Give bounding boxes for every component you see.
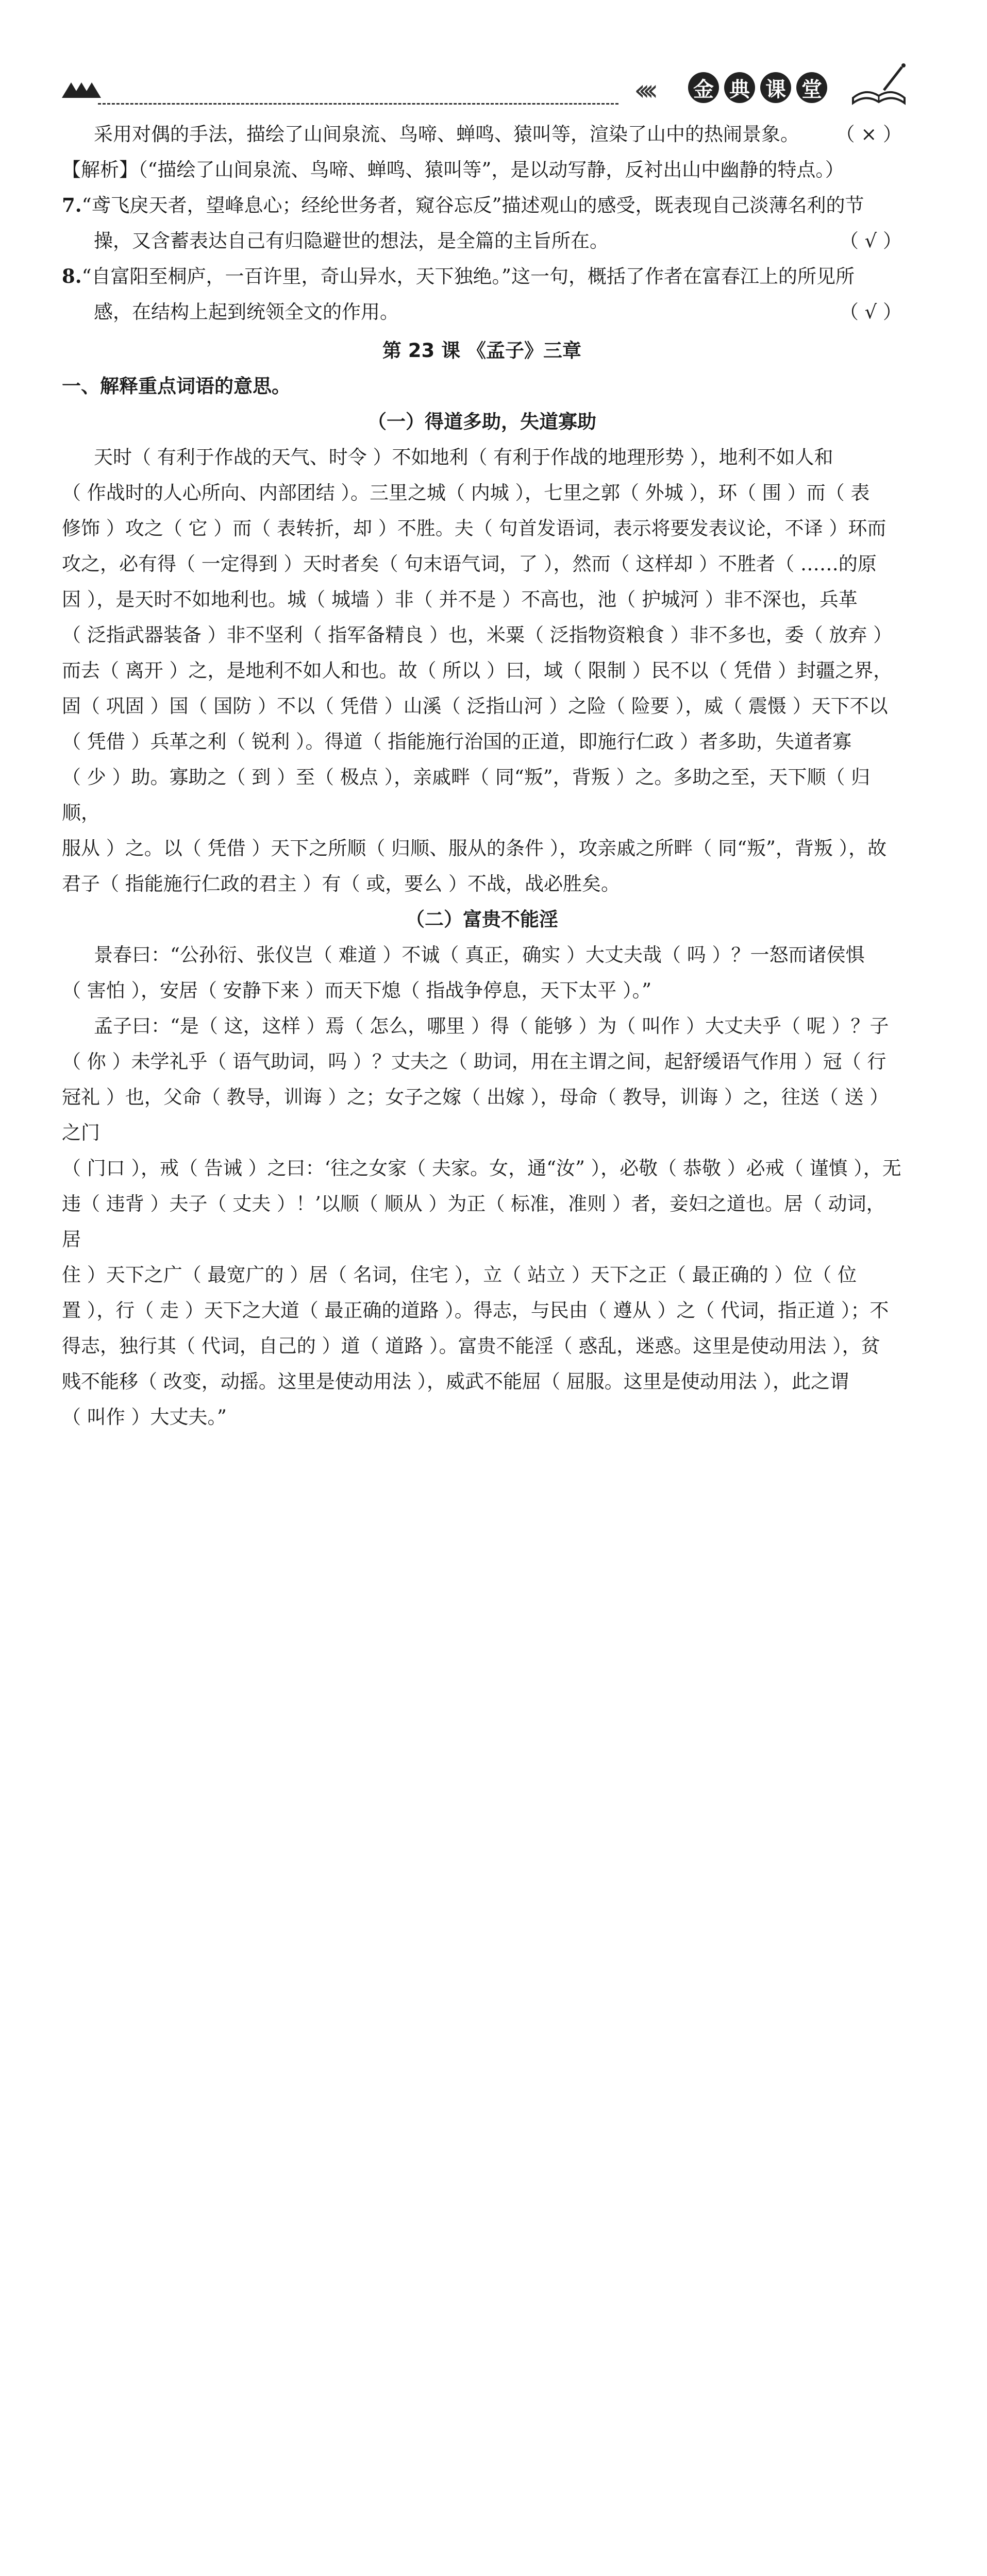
- text-line: 服从 ）之。以（ 凭借 ）天下之所顺（ 归顺、服从的条件 ），攻亲戚之所畔（ 同“叛”，背叛 ），故: [62, 837, 887, 859]
- text-line: 得志，独行其（ 代词，自己的 ）道（ 道路 ）。富贵不能淫（ 惑乱，迷惑。这里是使动用法 ），贫: [62, 1335, 880, 1357]
- text-line: （ 你 ）未学礼乎（ 语气助词，吗 ）？丈夫之（ 助词，用在主谓之间，起舒缓语气作用 ）冠（ 行: [62, 1050, 886, 1073]
- text-line: （ 害怕 ），安居（ 安静下来 ）而天下熄（ 指战争停息，天下太平 ）。”: [62, 979, 651, 1002]
- text-line: （ 门口 ），戒（ 告诫 ）之曰：‘往之女家（ 夫家。女，通“汝” ），必敬（ 恭敬 ）必戒（ 谨慎 ），无: [62, 1157, 901, 1179]
- dashed-divider: [98, 103, 618, 105]
- answer-mark: （ √ ）: [839, 301, 902, 323]
- brand-char: 金: [688, 72, 719, 103]
- text-line: （ 泛指武器装备 ）非不坚利（ 指军备精良 ）也，米粟（ 泛指物资粮食 ）非不多也，委（ 放弃 ）: [62, 624, 893, 646]
- text-line: 修饰 ）攻之（ 它 ）而（ 表转折，却 ）不胜。夫（ 句首发语词，表示将要发表议论，不译 ）环而: [62, 517, 886, 539]
- question-text: 感，在结构上起到统领全文的作用。: [94, 301, 399, 323]
- book-pen-icon: [848, 62, 910, 108]
- answer-mark: （ √ ）: [839, 230, 902, 252]
- brand-char: 典: [724, 72, 755, 103]
- text-line: 因 ），是天时不如地利也。城（ 城墙 ）非（ 并不是 ）不高也，池（ 护城河 ）非不深也，兵革: [62, 588, 858, 611]
- subsection-title: （一）得道多助，失道寡助: [367, 411, 596, 433]
- question-number: 7.: [62, 194, 82, 216]
- statement-text: 采用对偶的手法，描绘了山间泉流、鸟啼、蝉鸣、猿叫等，渲染了山中的热闹景象。: [94, 123, 799, 145]
- page-content: [62, 116, 902, 1435]
- section-heading: 一、解释重点词语的意思。: [62, 375, 291, 397]
- text-line: （ 少 ）助。寡助之（ 到 ）至（ 极点 ），亲戚畔（ 同“叛”，背叛 ）之。多助之至，天下顺（ 归顺，: [62, 766, 871, 824]
- question-7-continued: [62, 223, 902, 259]
- text-line: 固（ 巩固 ）国（ 国防 ）不以（ 凭借 ）山溪（ 泛指山河 ）之险（ 险要 ），威（ 震慑 ）天下不以: [62, 695, 888, 717]
- passage-1: [62, 439, 902, 902]
- text-line: 违（ 违背 ）夫子（ 丈夫 ）！’以顺（ 顺从 ）为正（ 标准，准则 ）者，妾妇之道也。居（ 动词，居: [62, 1193, 885, 1250]
- text-line: 置 ），行（ 走 ）天下之大道（ 最正确的道路 ）。得志，与民由（ 遵从 ）之（ 代词，指正道 ）；不: [62, 1299, 889, 1321]
- brand-char: 堂: [796, 72, 827, 103]
- text-line: （ 作战时的人心所向、内部团结 ）。三里之城（ 内城 ），七里之郭（ 外城 ），环（ 围 ）而（ 表: [62, 482, 870, 504]
- question-8: [62, 259, 902, 294]
- question-text: “鸢飞戾天者，望峰息心；经纶世务者，窥谷忘反”描述观山的感受，既表现自己淡薄名利的节: [81, 194, 864, 216]
- text-line: 孟子曰：“是（ 这，这样 ）焉（ 怎么，哪里 ）得（ 能够 ）为（ 叫作 ）大丈夫乎（ 呢 ）？子: [94, 1015, 889, 1037]
- question-number: 8.: [62, 265, 82, 287]
- text-line: 住 ）天下之广（ 最宽广的 ）居（ 名词，住宅 ），立（ 站立 ）天下之正（ 最正确的 ）位（ 位: [62, 1264, 857, 1286]
- text-line: 冠礼 ）也，父命（ 教导，训诲 ）之；女子之嫁（ 出嫁 ），母命（ 教导，训诲 ）之，往送（ 送 ）之门: [62, 1086, 889, 1144]
- text-line: 攻之，必有得（ 一定得到 ）天时者矣（ 句末语气词，了 ），然而（ 这样却 ）不胜者（ ……的原: [62, 553, 877, 575]
- text-line: 景春曰：“公孙衍、张仪岂（ 难道 ）不诚（ 真正，确实 ）大丈夫哉（ 吗 ）？一怒而诸侯惧: [94, 944, 865, 966]
- chevrons-icon: ‹‹‹‹: [634, 74, 651, 107]
- page-header: [0, 0, 987, 113]
- analysis-line: 【解析】（“描绘了山间泉流、鸟啼、蝉鸣、猿叫等”，是以动写静，反衬出山中幽静的特点。）: [62, 159, 844, 181]
- question-7: [62, 188, 902, 223]
- answer-mark: （ × ）: [835, 123, 902, 145]
- text-line: 天时（ 有利于作战的天气、时令 ）不如地利（ 有利于作战的地理形势 ），地利不如人和: [94, 446, 833, 468]
- passage-2: [62, 937, 902, 1008]
- question-text: “自富阳至桐庐，一百许里，奇山异水，天下独绝。”这一句，概括了作者在富春江上的所见所: [81, 265, 855, 287]
- brand-logo: [688, 72, 827, 103]
- lesson-title: 第 23 课 《孟子》三章: [382, 340, 582, 362]
- text-line: （ 凭借 ）兵革之利（ 锐利 ）。得道（ 指能施行治国的正道，即施行仁政 ）者多助，失道者寡: [62, 731, 852, 753]
- question-text: 操，又含蓄表达自己有归隐避世的想法，是全篇的主旨所在。: [94, 230, 609, 252]
- statement-line: [62, 116, 902, 152]
- text-line: （ 叫作 ）大丈夫。”: [62, 1406, 227, 1428]
- brand-char: 课: [760, 72, 791, 103]
- subsection-title: （二）富贵不能淫: [406, 908, 558, 930]
- text-line: 贱不能移（ 改变，动摇。这里是使动用法 ），威武不能屈（ 屈服。这里是使动用法 ），此之谓: [62, 1370, 849, 1393]
- text-line: 君子（ 指能施行仁政的君主 ）有（ 或，要么 ）不战，战必胜矣。: [62, 873, 621, 895]
- question-8-continued: [62, 294, 902, 330]
- text-line: 而去（ 离开 ）之，是地利不如人和也。故（ 所以 ）曰，域（ 限制 ）民不以（ 凭借 ）封疆之界，: [62, 659, 893, 682]
- page-footer: [0, 1319, 987, 1381]
- triangle-decoration: [82, 82, 101, 98]
